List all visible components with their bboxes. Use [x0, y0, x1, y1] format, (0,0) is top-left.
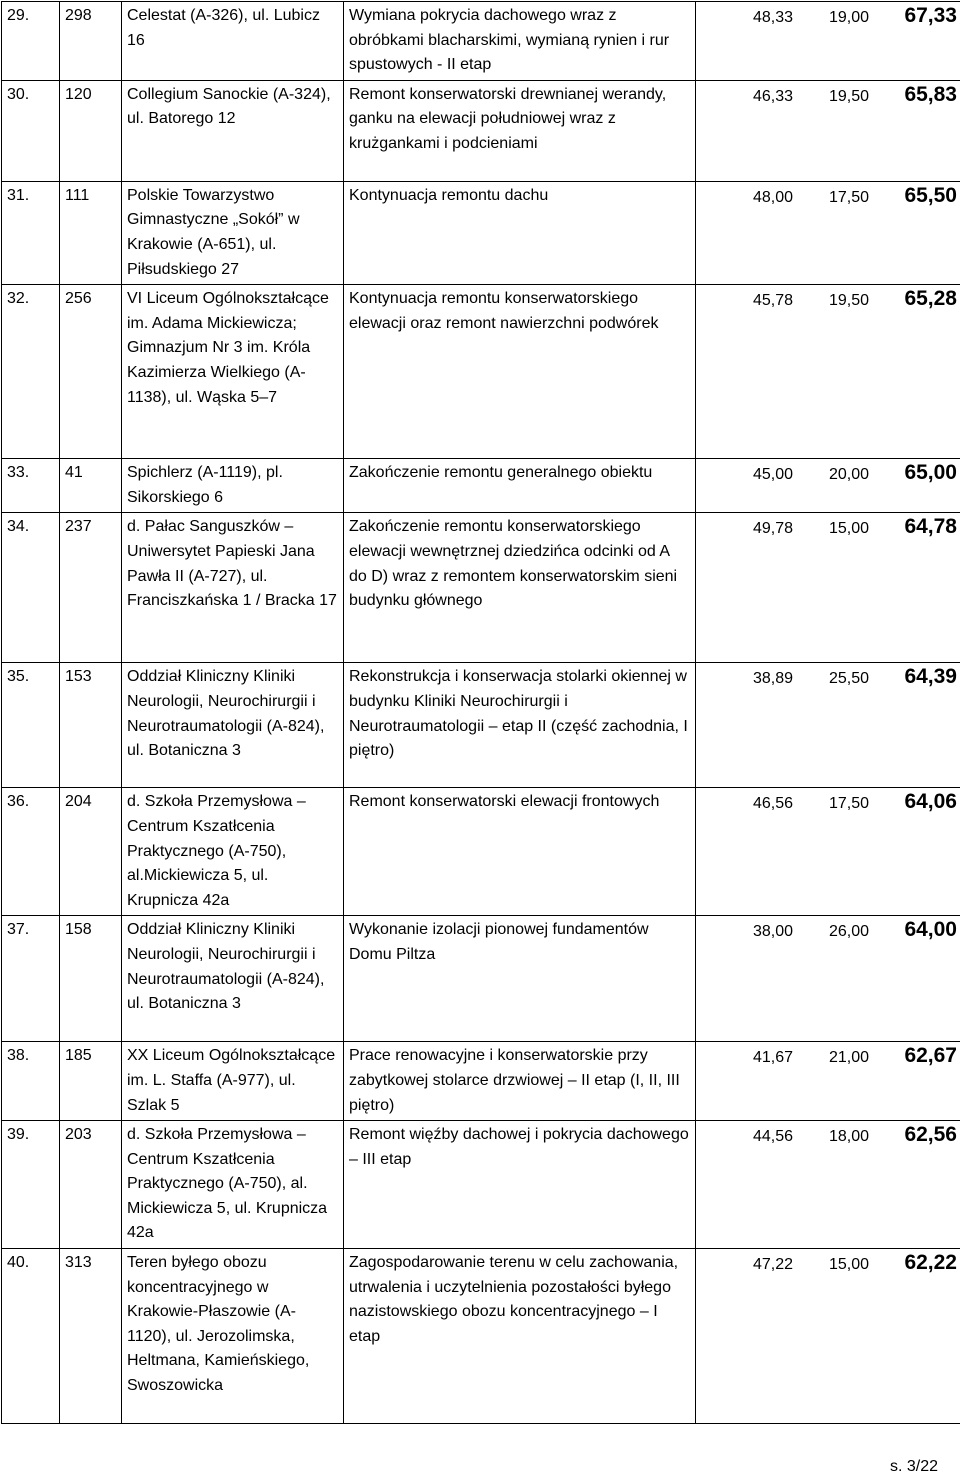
points-total: 65,00: [904, 461, 957, 485]
work-scope: Kontynuacja remontu dachu: [344, 181, 696, 284]
points-part-1: 46,56: [752, 795, 793, 813]
table-row: [2, 181, 960, 284]
points-total: 62,67: [904, 1044, 957, 1068]
points-part-2: 17,50: [828, 795, 869, 813]
monument-name: d. Pałac Sanguszków – Uniwersytet Papieski Jana Pawła II (A-727), ul. Franciszkańska 1 / Bracka 17: [122, 513, 344, 663]
row-number: 31.: [2, 181, 60, 284]
points-total: 65,50: [904, 183, 957, 207]
points-total: 67,33: [904, 4, 957, 27]
table-row: [2, 80, 960, 181]
work-scope: Wymiana pokrycia dachowego wraz z obróbkami blacharskimi, wymianą rynien i rur spustowych - II etap: [344, 2, 696, 81]
table-row: [2, 663, 960, 788]
points-total: 64,78: [904, 515, 957, 539]
points-cell: [696, 663, 960, 788]
monument-name: Collegium Sanockie (A-324), ul. Batorego 12: [122, 80, 344, 181]
points-part-1: 46,33: [752, 87, 793, 105]
points-cell: [696, 2, 960, 81]
points-part-2: 19,50: [828, 292, 869, 310]
monument-name: Oddział Kliniczny Kliniki Neurologii, Neurochirurgii i Neurotraumatologii (A-824), ul. Botaniczna 3: [122, 916, 344, 1042]
grants-table: [1, 1, 960, 1424]
row-number: 30.: [2, 80, 60, 181]
table-row: [2, 1249, 960, 1424]
points-part-2: 15,00: [828, 520, 869, 538]
points-total: 64,39: [904, 665, 957, 689]
points-part-2: 26,00: [828, 923, 869, 941]
points-part-1: 38,00: [752, 923, 793, 941]
points-cell: [696, 80, 960, 181]
row-number: 35.: [2, 663, 60, 788]
application-id: 256: [60, 285, 122, 459]
points-part-2: 18,00: [828, 1128, 869, 1146]
monument-name: XX Liceum Ogólnokształcące im. L. Staffa (A-977), ul. Szlak 5: [122, 1042, 344, 1121]
points-cell: [696, 1249, 960, 1424]
points-total: 64,00: [904, 918, 957, 942]
points-cell: [696, 1121, 960, 1249]
points-total: 65,28: [904, 287, 957, 311]
row-number: 40.: [2, 1249, 60, 1424]
work-scope: Remont konserwatorski elewacji frontowych: [344, 788, 696, 916]
row-number: 32.: [2, 285, 60, 459]
row-number: 37.: [2, 916, 60, 1042]
work-scope: Zakończenie remontu generalnego obiektu: [344, 459, 696, 513]
points-part-2: 17,50: [828, 188, 869, 206]
application-id: 237: [60, 513, 122, 663]
application-id: 185: [60, 1042, 122, 1121]
table-row: [2, 2, 960, 81]
points-cell: [696, 285, 960, 459]
points-part-2: 20,00: [828, 466, 869, 484]
application-id: 153: [60, 663, 122, 788]
work-scope: Rekonstrukcja i konserwacja stolarki okiennej w budynku Kliniki Neurochirurgii i Neurotraumatologii – etap II (część zachodnia, I piętro): [344, 663, 696, 788]
row-number: 39.: [2, 1121, 60, 1249]
table-row: [2, 916, 960, 1042]
monument-name: Oddział Kliniczny Kliniki Neurologii, Neurochirurgii i Neurotraumatologii (A-824), ul. Botaniczna 3: [122, 663, 344, 788]
points-total: 62,56: [904, 1123, 957, 1147]
work-scope: Remont więźby dachowej i pokrycia dachowego – III etap: [344, 1121, 696, 1249]
points-part-2: 19,50: [828, 87, 869, 105]
application-id: 204: [60, 788, 122, 916]
points-part-1: 45,00: [752, 466, 793, 484]
points-part-2: 21,00: [828, 1049, 869, 1067]
points-cell: [696, 459, 960, 513]
monument-name: Celestat (A-326), ul. Lubicz 16: [122, 2, 344, 81]
points-cell: [696, 181, 960, 284]
row-number: 29.: [2, 2, 60, 81]
row-number: 38.: [2, 1042, 60, 1121]
points-total: 62,22: [904, 1251, 957, 1275]
application-id: 120: [60, 80, 122, 181]
row-number: 33.: [2, 459, 60, 513]
application-id: 41: [60, 459, 122, 513]
table-row: [2, 459, 960, 513]
work-scope: Kontynuacja remontu konserwatorskiego elewacji oraz remont nawierzchni podwórek: [344, 285, 696, 459]
points-part-1: 45,78: [752, 292, 793, 310]
monument-name: VI Liceum Ogólnokształcące im. Adama Mickiewicza; Gimnazjum Nr 3 im. Króla Kazimierza Wielkiego (A-1138), ul. Wąska 5–7: [122, 285, 344, 459]
points-part-1: 41,67: [752, 1049, 793, 1067]
monument-name: Spichlerz (A-1119), pl. Sikorskiego 6: [122, 459, 344, 513]
points-part-1: 48,33: [752, 9, 793, 26]
points-cell: [696, 513, 960, 663]
monument-name: d. Szkoła Przemysłowa – Centrum Kszatłcenia Praktycznego (A-750), al. Mickiewicza 5, ul. Krupnicza 42a: [122, 1121, 344, 1249]
table-row: [2, 1042, 960, 1121]
application-id: 203: [60, 1121, 122, 1249]
application-id: 298: [60, 2, 122, 81]
points-part-1: 49,78: [752, 520, 793, 538]
table-row: [2, 1121, 960, 1249]
points-cell: [696, 916, 960, 1042]
monument-name: Teren byłego obozu koncentracyjnego w Krakowie-Płaszowie (A-1120), ul. Jerozolimska, Heltmana, Kamieńskiego, Swoszowicka: [122, 1249, 344, 1424]
points-part-2: 15,00: [828, 1256, 869, 1274]
grants-table-body: [2, 2, 960, 1424]
application-id: 313: [60, 1249, 122, 1424]
monument-name: d. Szkoła Przemysłowa – Centrum Kszatłcenia Praktycznego (A-750), al.Mickiewicza 5, ul. Krupnicza 42a: [122, 788, 344, 916]
points-part-1: 47,22: [752, 1256, 793, 1274]
monument-name: Polskie Towarzystwo Gimnastyczne „Sokół” w Krakowie (A-651), ul. Piłsudskiego 27: [122, 181, 344, 284]
application-id: 158: [60, 916, 122, 1042]
row-number: 36.: [2, 788, 60, 916]
points-total: 64,06: [904, 790, 957, 814]
page-number: s. 3/22: [889, 1458, 938, 1475]
points-part-2: 19,00: [828, 9, 869, 26]
work-scope: Prace renowacyjne i konserwatorskie przy zabytkowej stolarce drzwiowej – II etap (I, II, III piętro): [344, 1042, 696, 1121]
points-part-1: 48,00: [752, 188, 793, 206]
table-row: [2, 788, 960, 916]
table-row: [2, 513, 960, 663]
work-scope: Zakończenie remontu konserwatorskiego elewacji wewnętrznej dziedzińca odcinki od A do D) wraz z remontem konserwatorskim sieni budynku głównego: [344, 513, 696, 663]
points-total: 65,83: [904, 82, 957, 106]
work-scope: Remont konserwatorski drewnianej werandy, ganku na elewacji południowej wraz z krużgankami i podcieniami: [344, 80, 696, 181]
work-scope: Zagospodarowanie terenu w celu zachowania, utrwalenia i uczytelnienia pozostałości byłego nazistowskiego obozu koncentracyjnego – I etap: [344, 1249, 696, 1424]
work-scope: Wykonanie izolacji pionowej fundamentów Domu Piltza: [344, 916, 696, 1042]
points-cell: [696, 1042, 960, 1121]
application-id: 111: [60, 181, 122, 284]
row-number: 34.: [2, 513, 60, 663]
points-cell: [696, 788, 960, 916]
points-part-1: 38,89: [752, 670, 793, 688]
points-part-1: 44,56: [752, 1128, 793, 1146]
points-part-2: 25,50: [828, 670, 869, 688]
table-row: [2, 285, 960, 459]
